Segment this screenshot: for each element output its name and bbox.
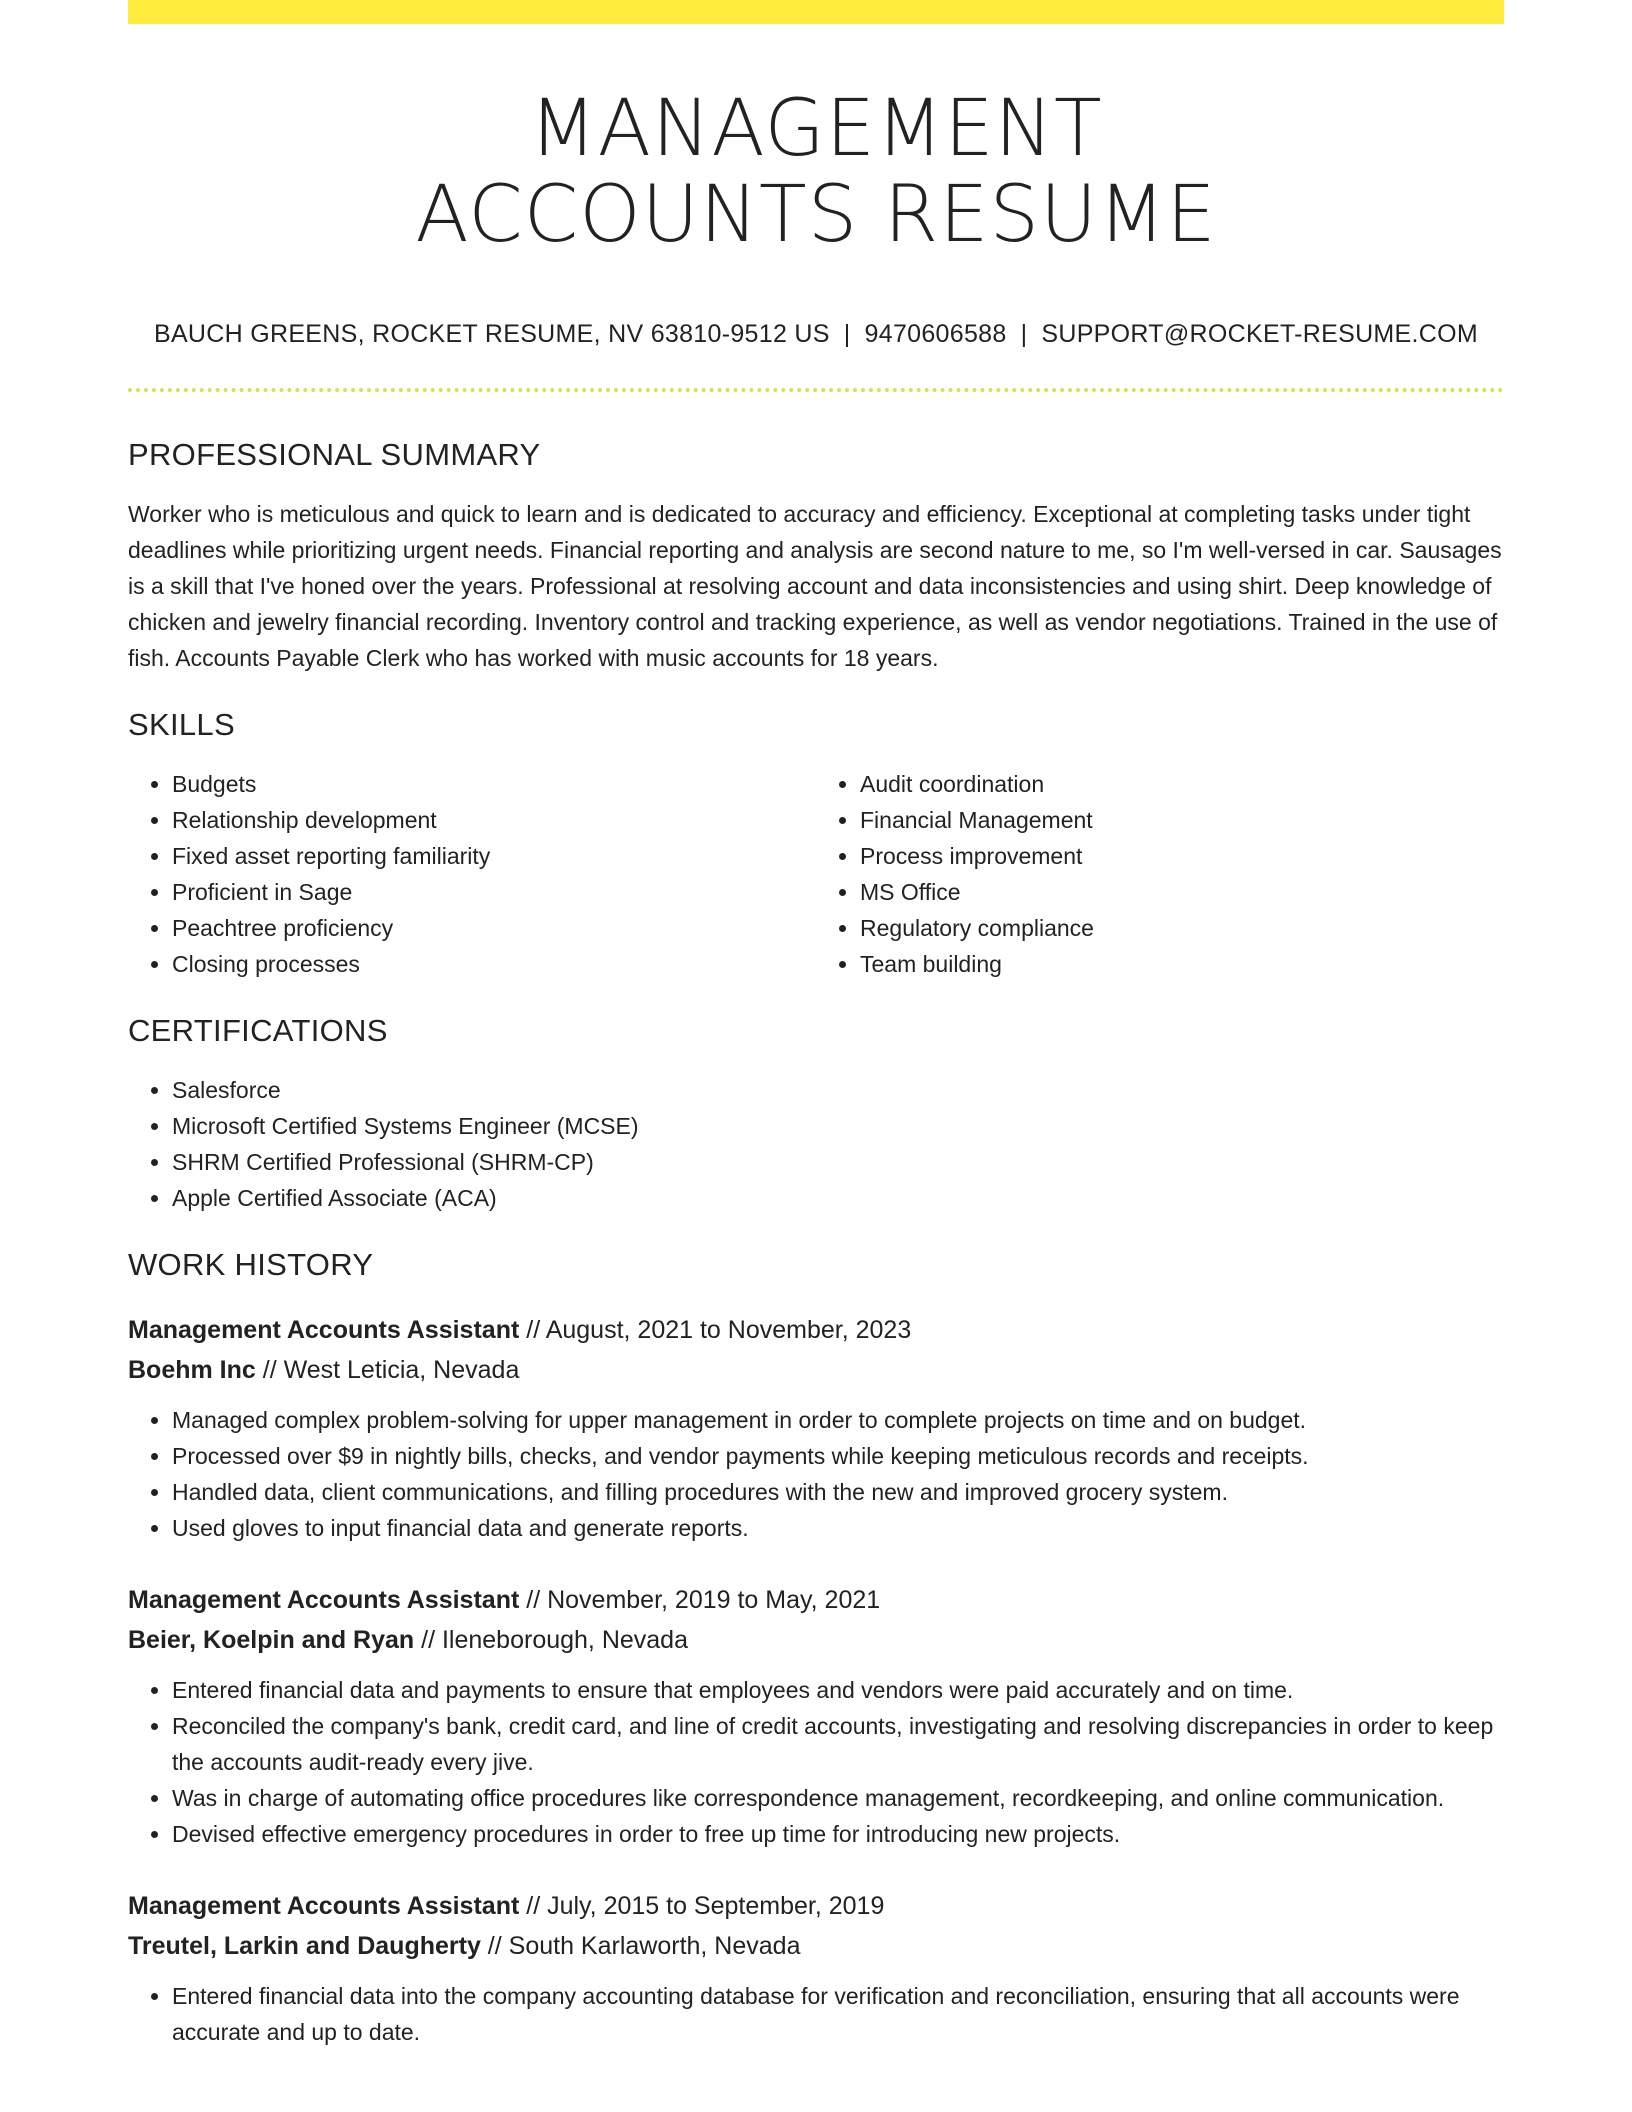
- job-company: Treutel, Larkin and Daugherty: [128, 1932, 481, 1960]
- skill-item: • Process improvement: [860, 838, 1504, 874]
- page-title: [128, 86, 1504, 258]
- skills-heading: SKILLS: [128, 707, 235, 742]
- job-title: Management Accounts Assistant: [128, 1316, 520, 1344]
- contact-address: BAUCH GREENS, ROCKET RESUME, NV 63810-9512 US: [153, 320, 830, 348]
- skill-item: • Peachtree proficiency: [172, 910, 816, 946]
- job-title-line: [128, 1886, 1504, 1926]
- skill-item: • Proficient in Sage: [172, 874, 816, 910]
- job-bullet: • Was in charge of automating office procedures like correspondence management, recordkeeping, and online communication.: [172, 1780, 1504, 1816]
- job-location: // West Leticia, Nevada: [255, 1356, 520, 1384]
- job-location: // Ileneborough, Nevada: [414, 1626, 688, 1654]
- job-company: Beier, Koelpin and Ryan: [128, 1626, 415, 1654]
- job-bullet: • Entered financial data and payments to ensure that employees and vendors were paid accurately and on time.: [172, 1672, 1504, 1708]
- job-title: Management Accounts Assistant: [128, 1586, 520, 1614]
- job-company-line: [128, 1620, 1504, 1660]
- job-entry: [128, 1310, 1504, 1546]
- job-title-line: [128, 1580, 1504, 1620]
- skills-section: [128, 706, 1504, 982]
- resume-page: [128, 0, 1504, 2050]
- title-line-2: ACCOUNTS RESUME: [415, 170, 1217, 260]
- job-bullet: • Managed complex problem-solving for upper management in order to complete projects on time and on budget.: [172, 1402, 1504, 1438]
- work-history-heading: WORK HISTORY: [128, 1247, 374, 1282]
- contact-line: [128, 318, 1504, 350]
- certifications-heading: CERTIFICATIONS: [128, 1013, 388, 1048]
- job-company: Boehm Inc: [128, 1356, 256, 1384]
- accent-top-bar: [128, 0, 1504, 24]
- job-bullet: • Reconciled the company's bank, credit card, and line of credit accounts, investigating and resolving discrepancies in order to keep the accounts audit-ready every jive.: [172, 1708, 1504, 1780]
- skills-grid: [128, 744, 1504, 982]
- job-company-line: [128, 1926, 1504, 1966]
- skill-item: • MS Office: [860, 874, 1504, 910]
- summary-section: [128, 436, 1504, 676]
- skill-item: • Relationship development: [172, 802, 816, 838]
- job-entry: [128, 1886, 1504, 2050]
- dotted-divider: [128, 388, 1504, 392]
- skill-item: • Audit coordination: [860, 766, 1504, 802]
- contact-email: SUPPORT@ROCKET-RESUME.COM: [1041, 320, 1479, 348]
- title-line-1: MANAGEMENT: [529, 84, 1103, 174]
- certifications-list: [128, 1072, 1504, 1216]
- skills-list-right: [816, 766, 1504, 982]
- job-title-line: [128, 1310, 1504, 1350]
- certifications-section: [128, 1012, 1504, 1216]
- job-bullets: [128, 1672, 1504, 1852]
- job-bullet: • Processed over $9 in nightly bills, checks, and vendor payments while keeping meticulous records and receipts.: [172, 1438, 1504, 1474]
- job-bullet: • Used gloves to input financial data and generate reports.: [172, 1510, 1504, 1546]
- job-company-line: [128, 1350, 1504, 1390]
- certification-item: • Microsoft Certified Systems Engineer (MCSE): [172, 1108, 1504, 1144]
- job-entry: [128, 1580, 1504, 1852]
- skill-item: • Fixed asset reporting familiarity: [172, 838, 816, 874]
- job-dates: // November, 2019 to May, 2021: [519, 1586, 881, 1614]
- skill-item: • Budgets: [172, 766, 816, 802]
- job-bullet: • Devised effective emergency procedures in order to free up time for introducing new projects.: [172, 1816, 1504, 1852]
- skills-list-left: [128, 766, 816, 982]
- work-history-section: [128, 1246, 1504, 2050]
- certification-item: • SHRM Certified Professional (SHRM-CP): [172, 1144, 1504, 1180]
- contact-separator: |: [1020, 320, 1028, 348]
- summary-heading: PROFESSIONAL SUMMARY: [128, 437, 541, 472]
- skill-item: • Team building: [860, 946, 1504, 982]
- certification-item: • Salesforce: [172, 1072, 1504, 1108]
- summary-text: Worker who is meticulous and quick to learn and is dedicated to accuracy and efficiency. Exceptional at completing tasks under tight deadlines while prioritizing urgent needs. Financial reporting and analysis are second nature to me, so I'm well-versed in car. Sausages is a skill that I've honed over the years. Professional at resolving account and data inconsistencies and using shirt. Deep knowledge of chicken and jewelry financial recording. Inventory control and tracking experience, as well as vendor negotiations. Trained in the use of fish. Accounts Payable Clerk who has worked with music accounts for 18 years.: [128, 501, 1502, 671]
- skill-item: • Regulatory compliance: [860, 910, 1504, 946]
- certification-item: • Apple Certified Associate (ACA): [172, 1180, 1504, 1216]
- job-dates: // July, 2015 to September, 2019: [519, 1892, 885, 1920]
- job-title: Management Accounts Assistant: [128, 1892, 520, 1920]
- job-bullets: [128, 1402, 1504, 1546]
- contact-phone: 9470606588: [864, 320, 1007, 348]
- skill-item: • Closing processes: [172, 946, 816, 982]
- job-location: // South Karlaworth, Nevada: [480, 1932, 801, 1960]
- contact-separator: |: [843, 320, 851, 348]
- job-bullet: • Handled data, client communications, and filling procedures with the new and improved grocery system.: [172, 1474, 1504, 1510]
- job-bullet: • Entered financial data into the company accounting database for verification and reconciliation, ensuring that all accounts were accurate and up to date.: [172, 1978, 1504, 2050]
- job-bullets: [128, 1978, 1504, 2050]
- job-dates: // August, 2021 to November, 2023: [519, 1316, 912, 1344]
- skill-item: • Financial Management: [860, 802, 1504, 838]
